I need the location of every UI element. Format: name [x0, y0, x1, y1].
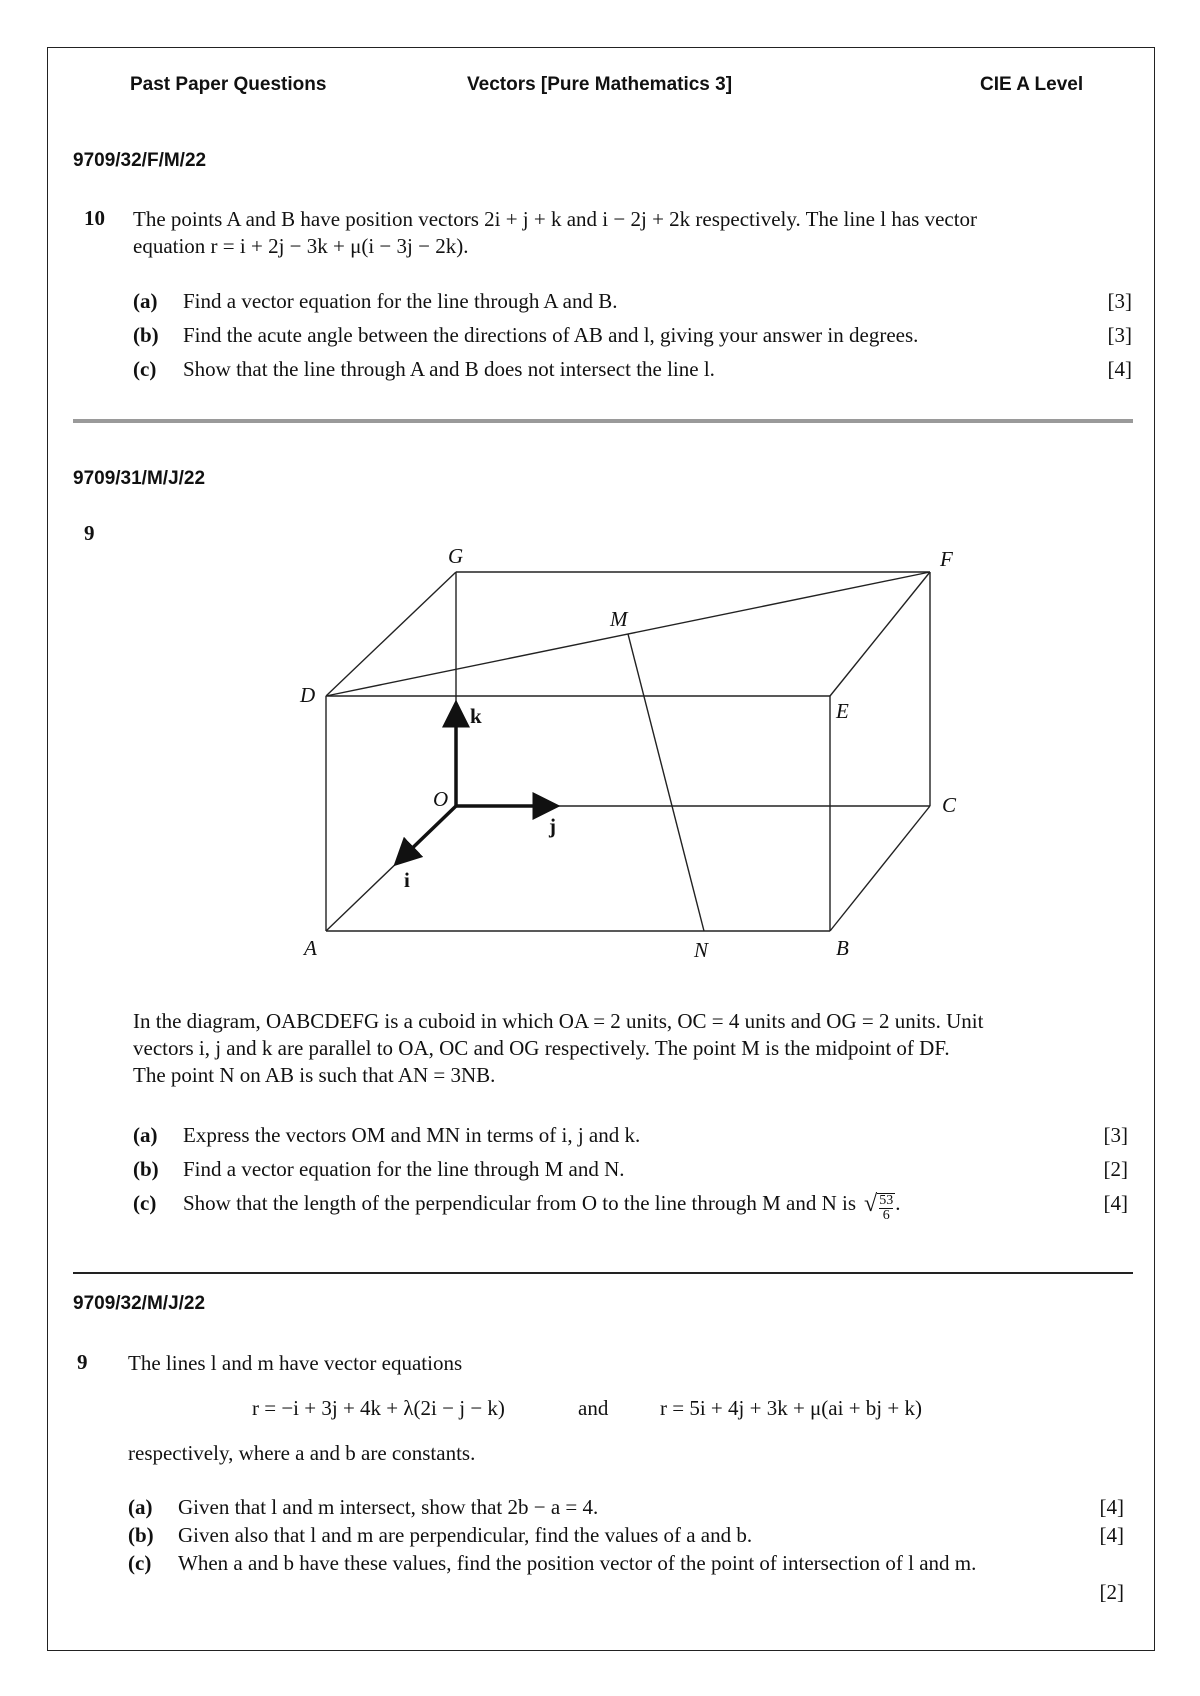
label-A: A	[304, 936, 317, 960]
sqrt-denominator: 6	[882, 1208, 890, 1223]
q3-part-b-text: Given also that l and m are perpendicular, find the values of a and b.	[178, 1523, 753, 1547]
q1-part-c-marks: [4]	[1107, 357, 1132, 381]
label-M: M	[610, 607, 628, 631]
line-MN	[628, 634, 704, 931]
q2-part-c	[133, 1191, 900, 1223]
label-G: G	[448, 544, 464, 568]
q1-number: 10	[84, 206, 105, 230]
sqrt-period: .	[895, 1191, 901, 1215]
q1-part-b-label: (b)	[133, 323, 159, 347]
q3-part-a-marks: [4]	[1099, 1495, 1124, 1519]
label-D: D	[300, 683, 316, 707]
q2-part-a-text: Express the vectors OM and MN in terms of i, j and k.	[183, 1123, 641, 1147]
q2-part-b-label: (b)	[133, 1157, 159, 1181]
q3-equation-and: and	[578, 1396, 609, 1420]
label-O: O	[433, 787, 449, 811]
q2-stem-line1: In the diagram, OABCDEFG is a cuboid in which OA = 2 units, OC = 4 units and OG = 2 units. Unit	[133, 1009, 984, 1033]
q3-part-a	[128, 1495, 598, 1520]
q1-part-b-text: Find the acute angle between the directions of AB and l, giving your answer in degrees.	[183, 323, 919, 347]
header-left: Past Paper Questions	[130, 74, 327, 95]
unit-vector-i-arrow	[401, 806, 456, 859]
q2-part-b-marks: [2]	[1103, 1157, 1128, 1181]
q3-part-c-label: (c)	[128, 1551, 152, 1575]
q3-part-c-marks: [2]	[1099, 1580, 1124, 1604]
edge-EF	[830, 572, 930, 696]
sqrt-numerator: 53	[879, 1193, 894, 1208]
q3-paper-code: 9709/32/M/J/22	[73, 1293, 206, 1314]
q3-equation-m: r = 5i + 4j + 3k + μ(ai + bj + k)	[660, 1396, 922, 1420]
header-right: CIE A Level	[980, 74, 1084, 95]
q2-number: 9	[84, 521, 95, 545]
q1-part-c-text: Show that the line through A and B does not intersect the line l.	[183, 357, 715, 381]
sqrt-fraction	[877, 1193, 895, 1223]
q1-paper-code: 9709/32/F/M/22	[73, 150, 207, 171]
label-F: F	[940, 547, 953, 571]
q1-stem-line2: equation r = i + 2j − 3k + μ(i − 3j − 2k).	[133, 234, 469, 258]
label-j: j	[549, 814, 556, 838]
q1-stem-line1: The points A and B have position vectors 2i + j + k and i − 2j + 2k respectively. The line l has vector	[133, 207, 978, 231]
q2-stem-line3: The point N on AB is such that AN = 3NB.	[133, 1063, 496, 1087]
q2-stem	[133, 1008, 1143, 1089]
section-divider-2	[73, 1272, 1133, 1274]
q1-part-a-marks: [3]	[1107, 289, 1132, 313]
q2-part-c-label: (c)	[133, 1191, 157, 1215]
q2-paper-code: 9709/31/M/J/22	[73, 468, 206, 489]
q1-part-a-text: Find a vector equation for the line through A and B.	[183, 289, 618, 313]
q1-part-b-marks: [3]	[1107, 323, 1132, 347]
label-C: C	[942, 793, 957, 817]
q2-part-c-marks: [4]	[1103, 1191, 1128, 1215]
q2-part-c-text: Show that the length of the perpendicular from O to the line through M and N is	[183, 1191, 857, 1215]
q2-part-b	[133, 1157, 624, 1182]
label-i: i	[404, 868, 410, 892]
sqrt-sign: √	[864, 1191, 878, 1217]
q2-part-a	[133, 1123, 640, 1148]
q3-part-a-label: (a)	[128, 1495, 153, 1519]
q3-intro: The lines l and m have vector equations	[128, 1351, 463, 1375]
label-B: B	[836, 936, 849, 960]
q2-stem-line2: vectors i, j and k are parallel to OA, OC and OG respectively. The point M is the midpoint of DF.	[133, 1036, 950, 1060]
q3-part-b	[128, 1523, 752, 1548]
q2-part-a-marks: [3]	[1103, 1123, 1128, 1147]
q2-part-a-label: (a)	[133, 1123, 158, 1147]
label-N: N	[694, 938, 709, 962]
q1-part-c-label: (c)	[133, 357, 157, 381]
q3-part-b-label: (b)	[128, 1523, 154, 1547]
header-center: Vectors [Pure Mathematics 3]	[467, 74, 733, 95]
edge-DG	[326, 572, 456, 696]
label-k: k	[470, 704, 482, 728]
q3-part-c-text: When a and b have these values, find the position vector of the point of intersection of l and m.	[178, 1551, 977, 1575]
edge-BC	[830, 806, 930, 931]
q3-part-c	[128, 1551, 976, 1576]
q3-part-a-text: Given that l and m intersect, show that 2b − a = 4.	[178, 1495, 599, 1519]
q3-part-b-marks: [4]	[1099, 1523, 1124, 1547]
q3-equation-l: r = −i + 3j + 4k + λ(2i − j − k)	[252, 1396, 505, 1420]
q2-part-b-text: Find a vector equation for the line through M and N.	[183, 1157, 625, 1181]
label-E: E	[836, 699, 849, 723]
q1-part-a-label: (a)	[133, 289, 158, 313]
q3-number: 9	[77, 1350, 88, 1374]
q3-after: respectively, where a and b are constants.	[128, 1441, 476, 1465]
